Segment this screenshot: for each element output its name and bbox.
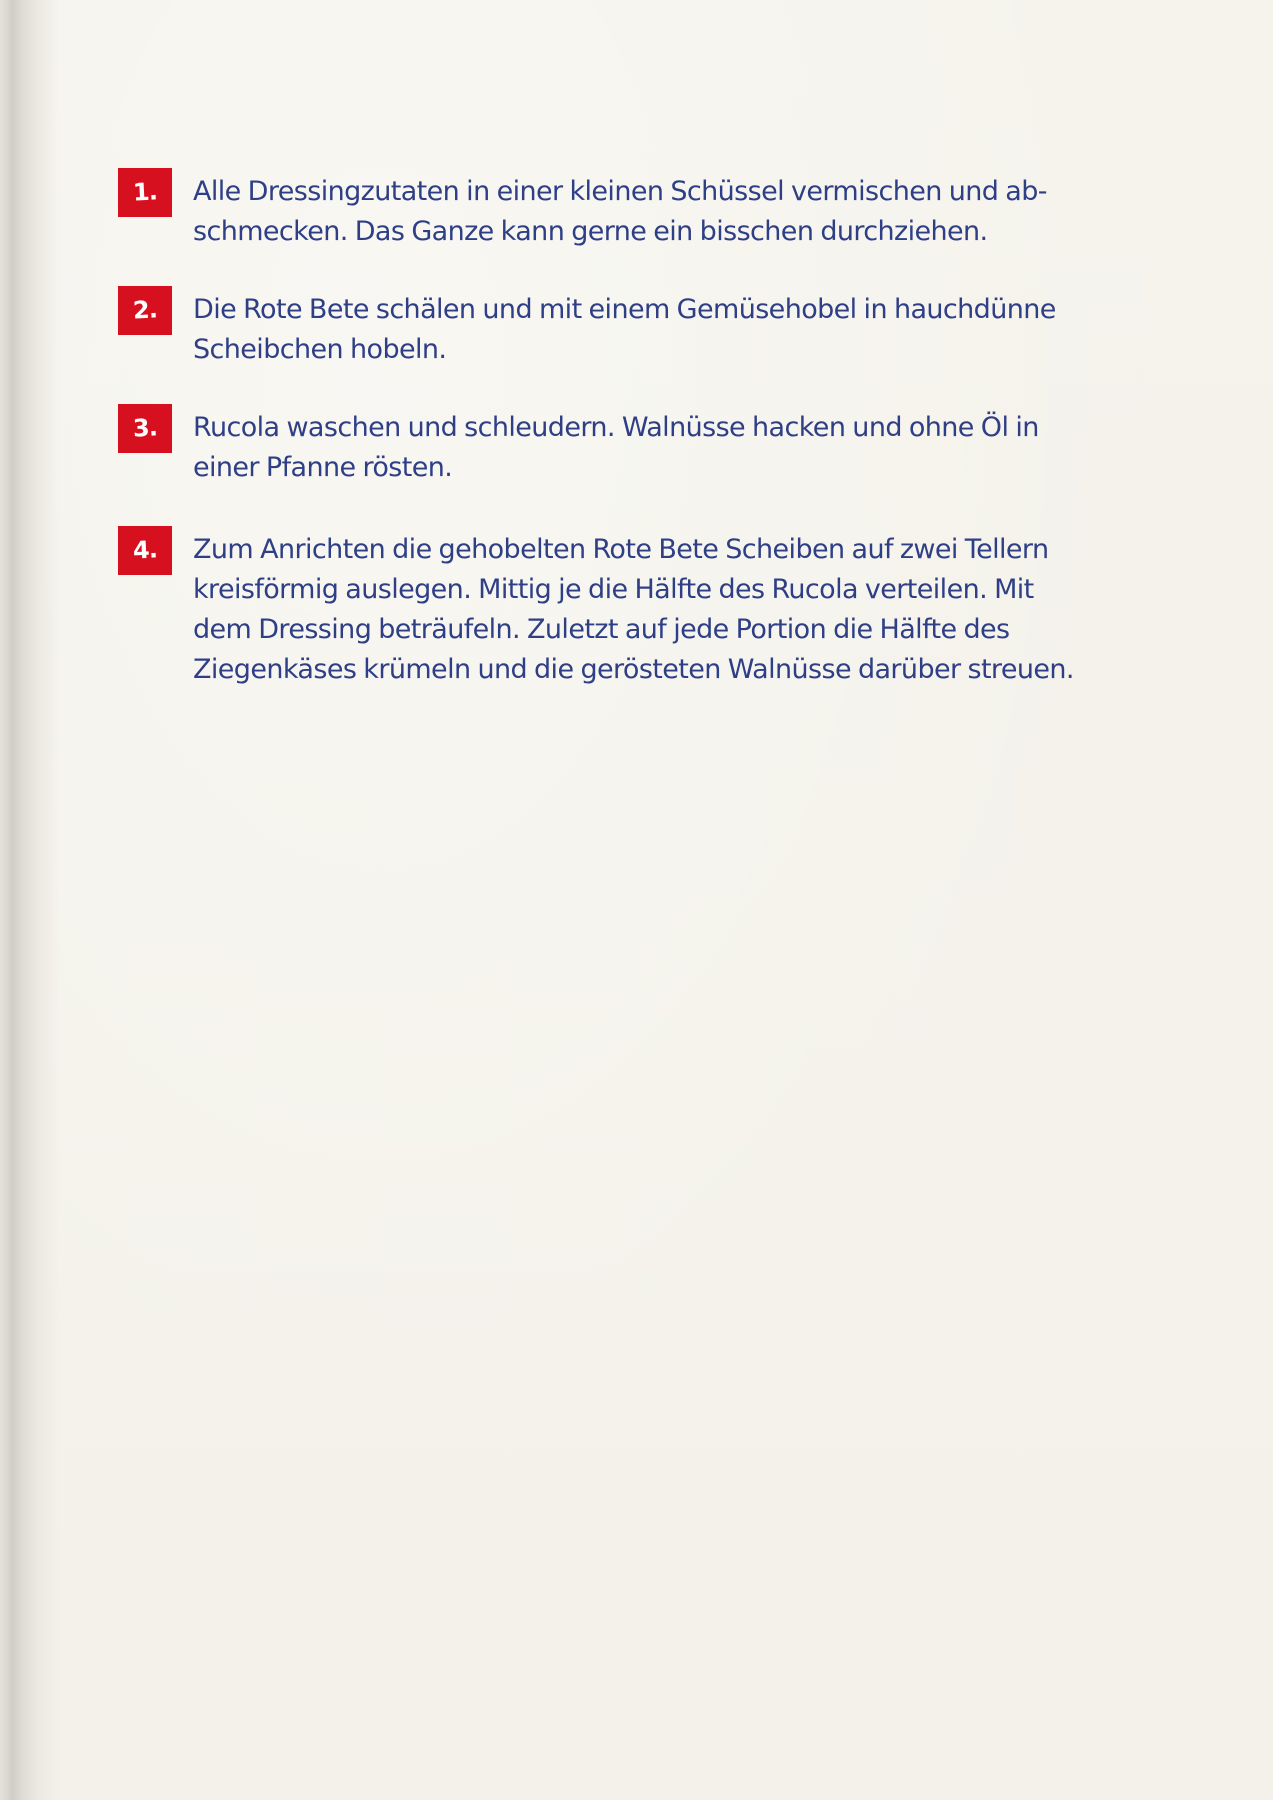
step-number-badge	[118, 286, 172, 335]
step-number-label: 3.	[132, 413, 158, 443]
step-number-badge	[118, 404, 172, 453]
step-text-line: einer Pfanne rösten.	[193, 452, 453, 483]
step-number-label: 1.	[132, 177, 158, 207]
step-text	[193, 408, 1193, 488]
step-text	[193, 530, 1193, 690]
step-text-line: Die Rote Bete schälen und mit einem Gemüsehobel in hauchdünne	[193, 294, 1056, 325]
step-number-label: 2.	[132, 295, 158, 325]
step-text-line: dem Dressing beträufeln. Zuletzt auf jede Portion die Hälfte des	[193, 614, 1010, 645]
step-number-label: 4.	[132, 535, 158, 565]
step-text-line: Alle Dressingzutaten in einer kleinen Schüssel vermischen und ab-	[193, 176, 1047, 207]
step-text-line: Scheibchen hobeln.	[193, 334, 447, 365]
step-text-line: Rucola waschen und schleudern. Walnüsse hacken und ohne Öl in	[193, 412, 1039, 443]
step-text-line: schmecken. Das Ganze kann gerne ein bisschen durchziehen.	[193, 216, 988, 247]
step-text-line: Zum Anrichten die gehobelten Rote Bete Scheiben auf zwei Tellern	[193, 534, 1049, 565]
step-text-line: kreisförmig auslegen. Mittig je die Hälfte des Rucola verteilen. Mit	[193, 574, 1034, 605]
step-number-badge	[118, 168, 172, 217]
step-text	[193, 290, 1193, 370]
step-text-line: Ziegenkäses krümeln und die gerösteten Walnüsse darüber streuen.	[193, 654, 1074, 685]
page-spine-shadow	[0, 0, 60, 1800]
step-text	[193, 172, 1193, 252]
step-number-badge	[118, 526, 172, 575]
